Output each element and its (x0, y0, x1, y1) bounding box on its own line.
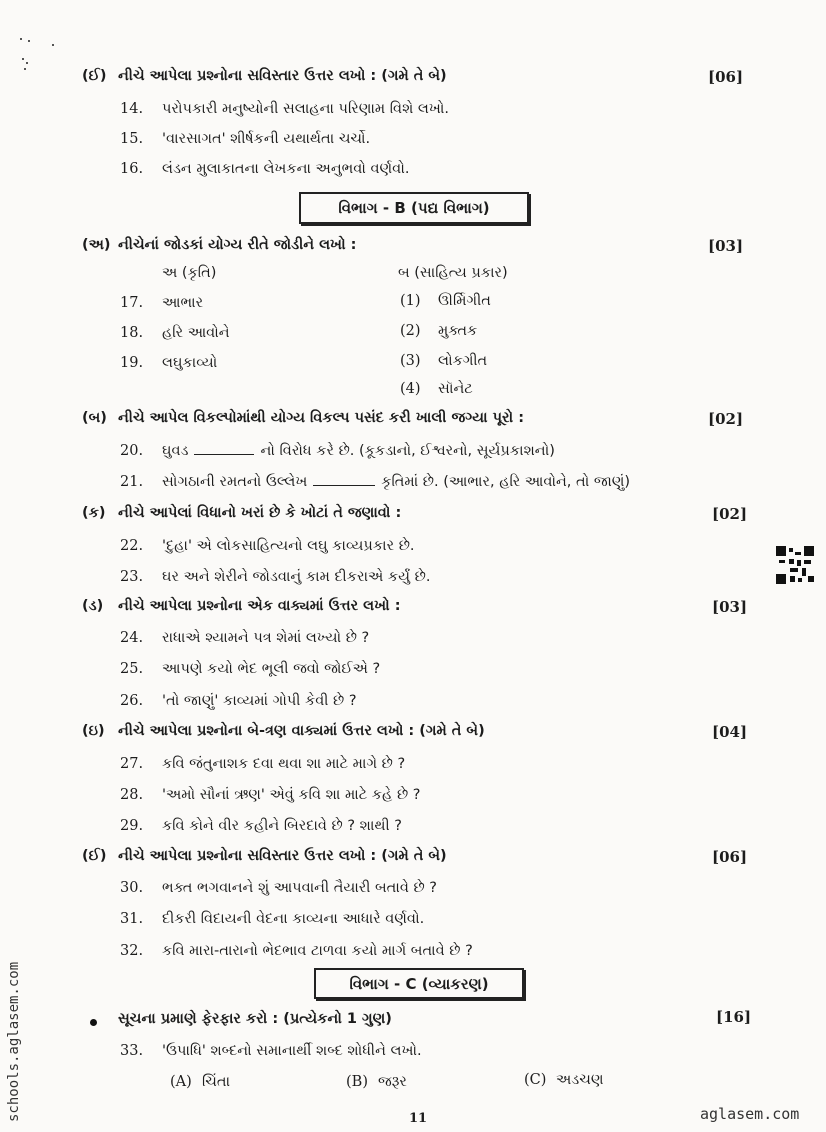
option-number: (2) (400, 323, 421, 339)
question-number: 20. (120, 443, 144, 459)
marks-badge: [03] (708, 237, 744, 255)
blank-line (313, 485, 375, 486)
bottom-watermark: aglasem.com (700, 1105, 800, 1123)
section-c-title (314, 968, 524, 999)
option-key: (C) (524, 1072, 547, 1088)
question-number: 31. (120, 911, 144, 927)
question-text: લંડન મુલાકાતના લેખકના અનુભવો વર્ણવો. (162, 161, 410, 177)
fill-question (162, 443, 555, 459)
section-b-title-text: વિભાગ - B (પદ્ય વિભાગ) (338, 199, 490, 217)
question-text: ભક્ત ભગવાનને શું આપવાની તૈયારી બતાવે છે ? (162, 880, 437, 896)
question-number: 26. (120, 693, 144, 709)
question-number: 16. (120, 161, 144, 177)
section-instruction: નીચેનાં જોડકાં યોગ્ય રીતે જોડીને લખો : (118, 237, 357, 253)
fill-pre-text: સોગઠાની રમતનો ઉલ્લેખ (162, 474, 308, 490)
question-text: કવિ મારા-તારાનો ભેદભાવ ટાળવા કયો માર્ગ બતાવે છે ? (162, 943, 473, 959)
match-item: લઘુકાવ્યો (162, 355, 218, 371)
match-option: મુક્તક (438, 323, 478, 339)
question-number: 25. (120, 661, 144, 677)
side-watermark: schools.aglasem.com (6, 961, 22, 1122)
question-text: 'ઉપાધિ' શબ્દનો સમાનાર્થી શબ્દ શોધીને લખો. (162, 1043, 422, 1059)
question-text: દીકરી વિદાયની વેદના કાવ્યના આધારે વર્ણવો. (162, 911, 425, 927)
question-text: કવિ જંતુનાશક દવા થવા શા માટે માગે છે ? (162, 756, 406, 772)
page-number: 11 (409, 1111, 428, 1126)
question-text: રાધાએ શ્યામને પત્ર શેમાં લખ્યો છે ? (162, 630, 370, 646)
section-label: (અ) (82, 237, 111, 253)
question-text: 'તો જાણું' કાવ્યમાં ગોપી કેવી છે ? (162, 693, 357, 709)
question-number: 19. (120, 355, 144, 371)
option-key: (A) (170, 1074, 192, 1090)
marks-badge: [03] (712, 598, 748, 616)
question-number: 32. (120, 943, 144, 959)
section-instruction: નીચે આપેલા પ્રશ્નોના બે-ત્રણ વાક્યમાં ઉત્તર લખો : (ગમે તે બે) (118, 723, 485, 739)
question-number: 24. (120, 630, 144, 646)
question-number: 15. (120, 131, 144, 147)
marks-badge: [02] (712, 505, 748, 523)
section-label: (ઈ) (82, 848, 107, 864)
question-text: કવિ કોને વીર કહીને બિરદાવે છે ? શાથી ? (162, 818, 402, 834)
fill-post-text: નો વિરોધ કરે છે. (કૂકડાનો, ઈશ્વરનો, સૂર્યપ્રકાશનો) (260, 443, 555, 459)
match-option: ઊર્મિગીત (438, 293, 491, 309)
question-text: 'અમો સૌનાં ઋણ' એવું કવિ શા માટે કહે છે ? (162, 787, 421, 803)
marks-badge: [04] (712, 723, 748, 741)
question-text: 'વારસાગત' શીર્ષકની યથાર્થતા ચર્ચો. (162, 131, 371, 147)
question-number: 23. (120, 569, 144, 585)
marks-badge: [06] (708, 68, 744, 86)
question-text: આપણે કયો ભેદ ભૂલી જવો જોઈએ ? (162, 661, 381, 677)
question-number: 18. (120, 325, 144, 341)
option-text: જરૂર (378, 1074, 407, 1090)
marks-badge: [06] (712, 848, 748, 866)
match-item: આભાર (162, 295, 204, 311)
option-number: (1) (400, 293, 421, 309)
question-number: 22. (120, 538, 144, 554)
section-label: (ડ) (82, 598, 104, 614)
section-label: (બ) (82, 410, 107, 426)
blank-line (194, 454, 254, 455)
question-text: 'દુહા' એ લોકસાહિત્યનો લઘુ કાવ્યપ્રકાર છે. (162, 538, 415, 554)
marks-badge: [16] (716, 1008, 752, 1026)
question-number: 17. (120, 295, 144, 311)
question-number: 28. (120, 787, 144, 803)
fill-post-text: કૃતિમાં છે. (આભાર, હરિ આવોને, તો જાણું) (381, 474, 631, 490)
section-instruction: નીચે આપેલા પ્રશ્નોના સવિસ્તાર ઉત્તર લખો : (ગમે તે બે) (118, 848, 447, 864)
section-instruction: નીચે આપેલા પ્રશ્નોના એક વાક્યમાં ઉત્તર લખો : (118, 598, 401, 614)
option-text: ચિંતા (202, 1074, 231, 1090)
section-instruction: નીચે આપેલાં વિધાનો ખરાં છે કે ખોટાં તે જણાવો : (118, 505, 402, 521)
option-key: (B) (346, 1074, 368, 1090)
column-b-heading: બ (સાહિત્ય પ્રકાર) (398, 265, 508, 281)
fill-pre-text: ઘુવડ (162, 443, 189, 459)
section-label: (ઇ) (82, 723, 105, 739)
question-number: 33. (120, 1043, 144, 1059)
section-label: (ઈ) (82, 68, 107, 84)
section-c-title-text: વિભાગ - C (વ્યાકરણ) (349, 974, 489, 993)
question-number: 21. (120, 474, 144, 490)
question-number: 14. (120, 101, 144, 117)
option-number: (3) (400, 353, 421, 369)
question-number: 29. (120, 818, 144, 834)
fill-question (162, 474, 630, 490)
question-text: પરોપકારી મનુષ્યોની સલાહના પરિણામ વિશે લખો. (162, 101, 449, 117)
match-option: લોકગીત (438, 353, 488, 369)
question-number: 27. (120, 756, 144, 772)
section-label: (ક) (82, 505, 106, 521)
match-option: સૉનેટ (438, 381, 473, 397)
section-instruction: નીચે આપેલ વિકલ્પોમાંથી યોગ્ય વિકલ્પ પસંદ કરી ખાલી જગ્યા પૂરો : (118, 410, 524, 426)
match-item: હરિ આવોને (162, 325, 230, 341)
bullet-icon (90, 1019, 97, 1026)
question-number: 30. (120, 880, 144, 896)
option-text: અડચણ (556, 1072, 604, 1088)
marks-badge: [02] (708, 410, 744, 428)
section-instruction: સૂચના પ્રમાણે ફેરફાર કરો : (પ્રત્યેકનો 1 ગુણ) (118, 1011, 392, 1027)
column-a-heading: અ (કૃતિ) (162, 265, 217, 281)
section-instruction: નીચે આપેલા પ્રશ્નોના સવિસ્તાર ઉત્તર લખો : (ગમે તે બે) (118, 68, 447, 84)
option-number: (4) (400, 381, 421, 397)
section-b-title (299, 192, 529, 224)
question-text: ઘર અને શેરીને જોડવાનું કામ દીકરાએ કર્યું છે. (162, 569, 431, 585)
